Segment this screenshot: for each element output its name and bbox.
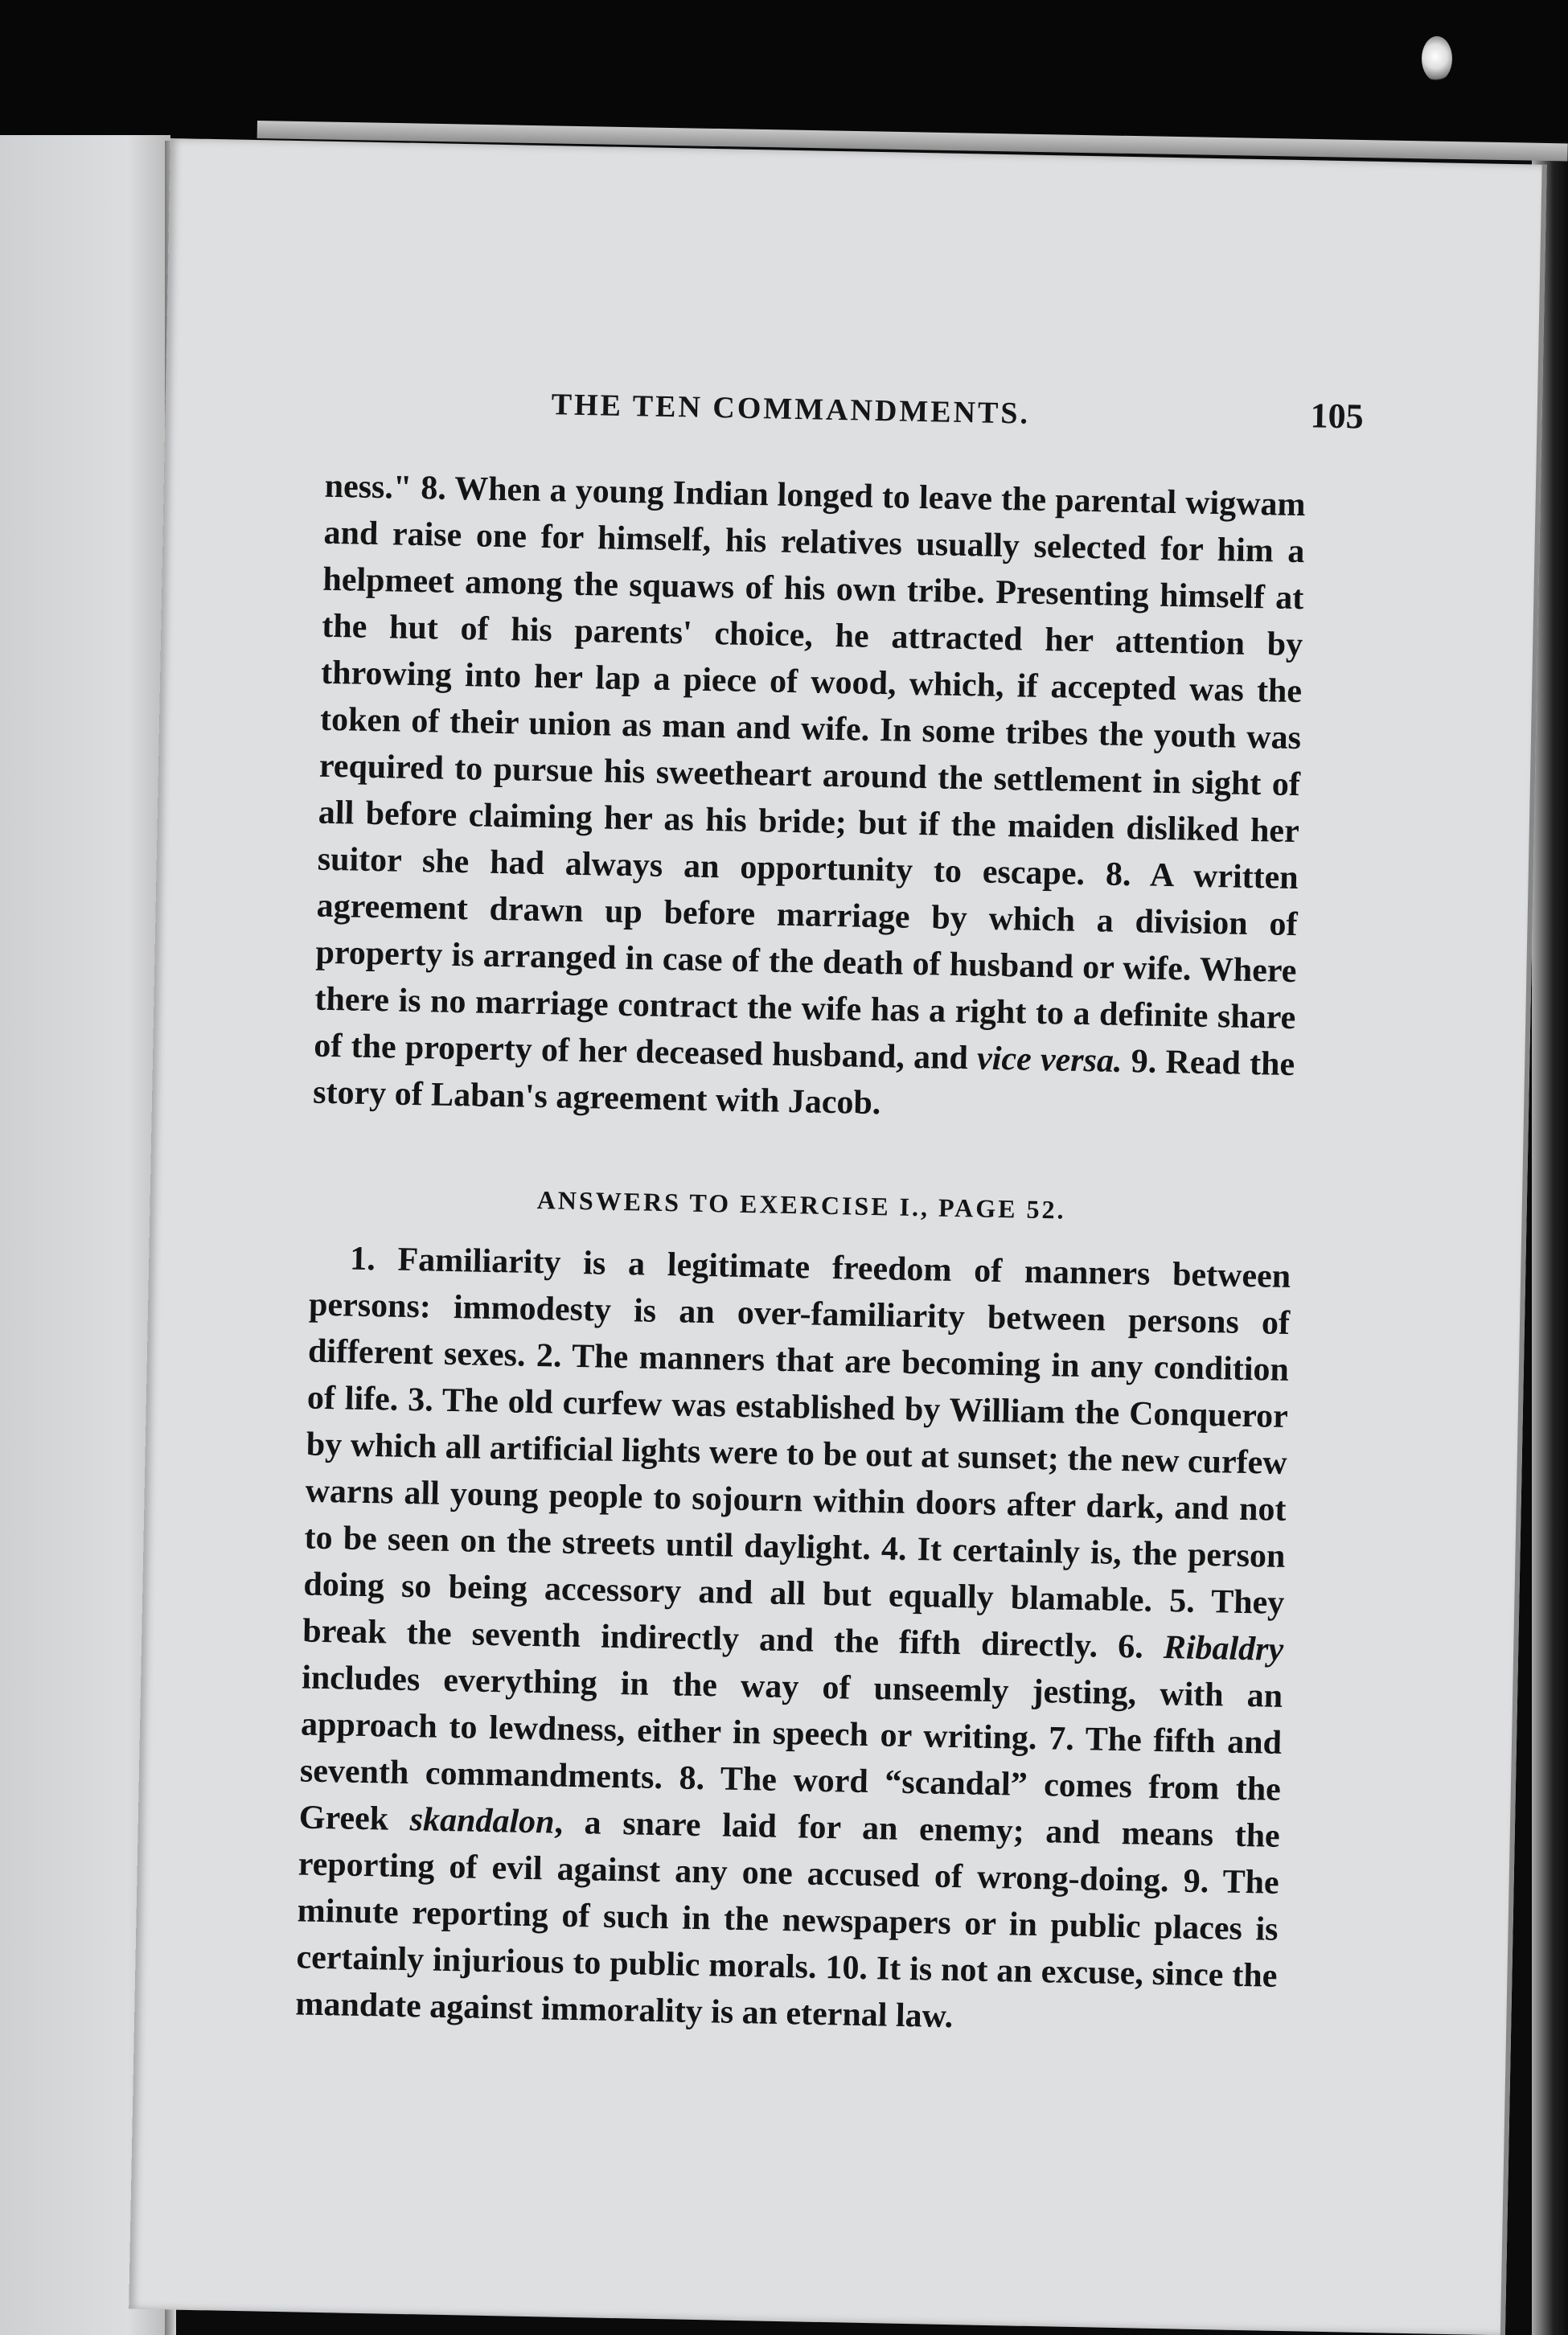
text-run-italic: skandalon <box>409 1801 555 1841</box>
text-run-italic: vice versa. <box>976 1040 1123 1080</box>
answers-paragraph <box>295 1235 1291 2046</box>
book-page <box>129 138 1547 2335</box>
text-run: ness." 8. When a young Indian longed to leave the parental wigwam and raise one for himself, his relatives usually selected for him a helpmeet among the squaws of his own tribe. Presenting himself at the hut of his parents' choice, he attracted her attention by throwing into her lap a piece of wood, which, if accepted was the token of their union as man and wife. In some tribes the youth was required to pursue his sweetheart around the settlement in sight of all before claiming her as his bride; but if the maiden disliked her suitor she had always an opportunity to escape. 8. A written agreement drawn up before marriage by which a division of property is arranged in case of the death of husband or wife. Where there is no marriage contract the wife has a right to a definite share of the property of her deceased husband, and <box>313 467 1306 1077</box>
text-run: , a snare laid for an enemy; and means the reporting of evil against any one accused of wrong-doing. 9. The minute reporting of such in the newspapers or in public places is certainly injurious to public morals. 10. It is not an excuse, since the mandate against immorality is an eternal law. <box>295 1804 1281 2036</box>
running-head-title: THE TEN COMMANDMENTS. <box>551 388 1031 431</box>
text-run: 1. Familiarity is a legitimate freedom of manners between persons: immodesty is an over-familiarity between persons of different sexes. 2. The manners that are becoming in any condition of life. 3. The old curfew was established by William the Conqueror by which all artificial lights were to be out at sunset; the new curfew warns all young people to sojourn within doors after dark, and not to be seen on the streets until daylight. 4. It certainly is, the person doing so being accessory and all but equally blamable. 5. They break the seventh indirectly and the fifth directly. 6. <box>302 1240 1291 1667</box>
text-run: includes everything in the way of unseemly jesting, with an approach to lewdness, either in speech or writing. 7. The fifth and seventh commandments. 8. The word “scandal” comes from the Greek <box>298 1659 1283 1839</box>
page-body <box>295 463 1306 2046</box>
running-head <box>551 387 1404 438</box>
text-run-italic: Ribaldry <box>1163 1629 1284 1668</box>
text-run: 9. Read the story of Laban's agreement with Jacob. <box>312 1042 1295 1122</box>
section-heading: ANSWERS TO EXERCISE I., PAGE 52. <box>536 1184 1066 1225</box>
continued-paragraph <box>313 463 1306 1135</box>
scan-artifact <box>1422 36 1452 81</box>
scan-top-background <box>0 0 1568 141</box>
page-number: 105 <box>1310 396 1365 437</box>
